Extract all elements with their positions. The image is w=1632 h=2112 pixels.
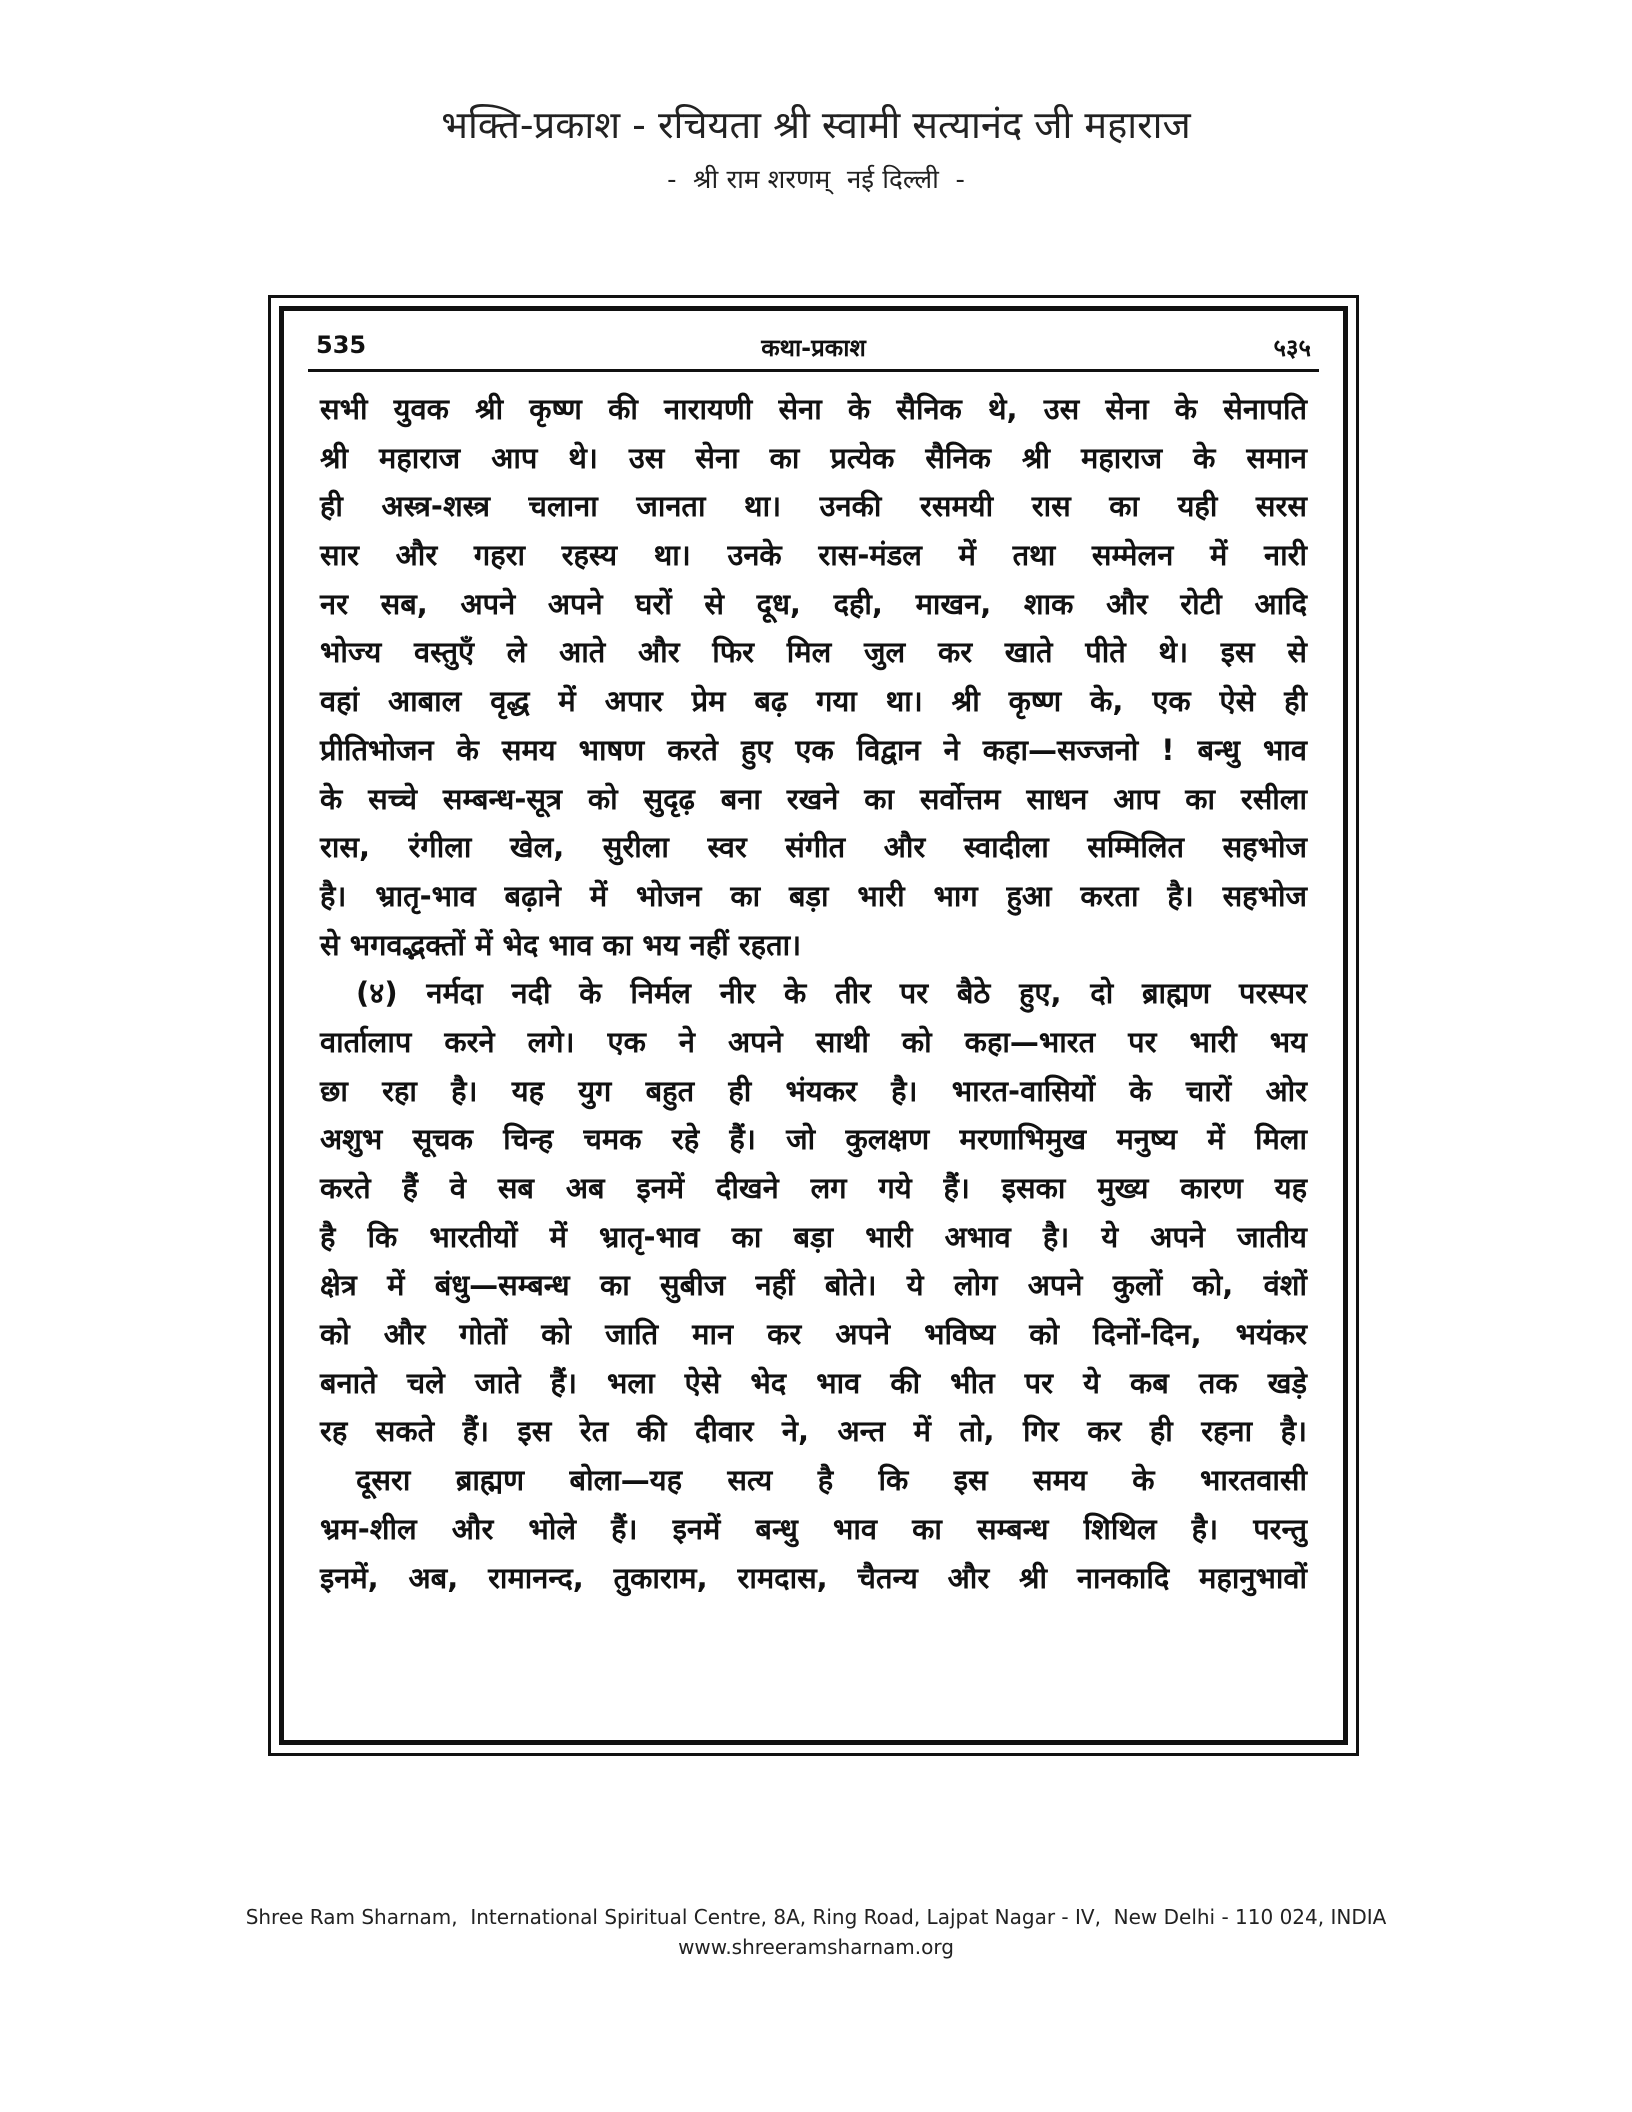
text-line: रास, रंगीला खेल, सुरीला स्वर संगीत और स्वादीला सम्मिलित सहभोज <box>320 830 1307 865</box>
text-line: नर सब, अपने अपने घरों से दूध, दही, माखन, शाक और रोटी आदि <box>320 586 1307 621</box>
text-line: वहां आबाल वृद्ध में अपार प्रेम बढ़ गया था। श्री कृष्ण के, एक ऐसे ही <box>320 684 1307 719</box>
text-line: रह सकते हैं। इस रेत की दीवार ने, अन्त में तो, गिर कर ही रहना है। <box>320 1414 1307 1449</box>
text-line: सार और गहरा रहस्य था। उनके रास-मंडल में तथा सम्मेलन में नारी <box>320 538 1307 573</box>
text-line: क्षेत्र में बंधु—सम्बन्ध का सुबीज नहीं बोते। ये लोग अपने कुलों को, वंशों <box>320 1268 1307 1303</box>
footer-address: Shree Ram Sharnam, International Spiritual Centre, 8A, Ring Road, Lajpat Nagar - IV, New Delhi - 110 024, INDIA <box>245 1905 1387 1929</box>
text-line: सभी युवक श्री कृष्ण की नारायणी सेना के सैनिक थे, उस सेना के सेनापति <box>320 392 1307 426</box>
text-line: बनाते चले जाते हैं। भला ऐसे भेद भाव की भीत पर ये कब तक खड़े <box>320 1365 1307 1400</box>
text-line: इनमें, अब, रामानन्द, तुकाराम, रामदास, चैतन्य और श्री नानकादि महानुभावों <box>320 1560 1307 1595</box>
text-line: भोज्य वस्तुएँ ले आते और फिर मिल जुल कर खाते पीते थे। इस से <box>320 635 1307 670</box>
text-line: करते हैं वे सब अब इनमें दीखने लग गये हैं। इसका मुख्य कारण यह <box>320 1171 1307 1205</box>
text-line: के सच्चे सम्बन्ध-सूत्र को सुदृढ़ बना रखने का सर्वोत्तम साधन आप का रसीला <box>320 781 1307 816</box>
text-line: प्रीतिभोजन के समय भाषण करते हुए एक विद्वान ने कहा—सज्जनो ! बन्धु भाव <box>320 732 1307 767</box>
text-line: श्री महाराज आप थे। उस सेना का प्रत्येक सैनिक श्री महाराज के समान <box>320 440 1307 475</box>
text-line: (४) नर्मदा नदी के निर्मल नीर के तीर पर बैठे हुए, दो ब्राह्मण परस्पर <box>356 976 1307 1011</box>
text-line: अशुभ सूचक चिन्ह चमक रहे हैं। जो कुलक्षण मरणाभिमुख मनुष्य में मिला <box>320 1122 1307 1157</box>
publisher-subtitle: - श्री राम शरणम् नई दिल्ली - <box>667 165 965 195</box>
text-line: को और गोतों को जाति मान कर अपने भविष्य को दिनों-दिन, भयंकर <box>320 1317 1307 1352</box>
text-line: वार्तालाप करने लगे। एक ने अपने साथी को कहा—भारत पर भारी भय <box>320 1024 1307 1059</box>
page-header <box>0 100 1632 200</box>
text-line: भ्रम-शील और भोले हैं। इनमें बन्धु भाव का सम्बन्ध शिथिल है। परन्तु <box>320 1511 1307 1546</box>
text-line: से भगवद्भक्तों में भेद भाव का भय नहीं रहता। <box>320 927 802 962</box>
running-head <box>308 325 1319 372</box>
page-footer <box>0 1902 1632 1962</box>
page-number-arabic: 535 <box>316 331 367 359</box>
page-border-outer <box>268 295 1359 1756</box>
footer-website-link[interactable]: www.shreeramsharnam.org <box>678 1935 954 1959</box>
text-line: है। भ्रातृ-भाव बढ़ाने में भोजन का बड़ा भारी भाग हुआ करता है। सहभोज <box>320 878 1307 913</box>
page-number-devanagari: ५३५ <box>1273 334 1311 362</box>
text-line: दूसरा ब्राह्मण बोला—यह सत्य है कि इस समय के भारतवासी <box>356 1463 1307 1498</box>
text-line: ही अस्त्र-शस्त्र चलाना जानता था। उनकी रसमयी रास का यही सरस <box>320 489 1307 524</box>
book-title: भक्ति-प्रकाश - रचियता श्री स्वामी सत्यानंद जी महाराज <box>441 103 1191 147</box>
body-text <box>320 385 1307 1602</box>
text-line: है कि भारतीयों में भ्रातृ-भाव का बड़ा भारी अभाव है। ये अपने जातीय <box>320 1219 1307 1254</box>
page-border-inner <box>279 306 1348 1745</box>
text-line: छा रहा है। यह युग बहुत ही भंयकर है। भारत-वासियों के चारों ओर <box>320 1073 1307 1108</box>
running-title: कथा-प्रकाश <box>761 334 866 362</box>
